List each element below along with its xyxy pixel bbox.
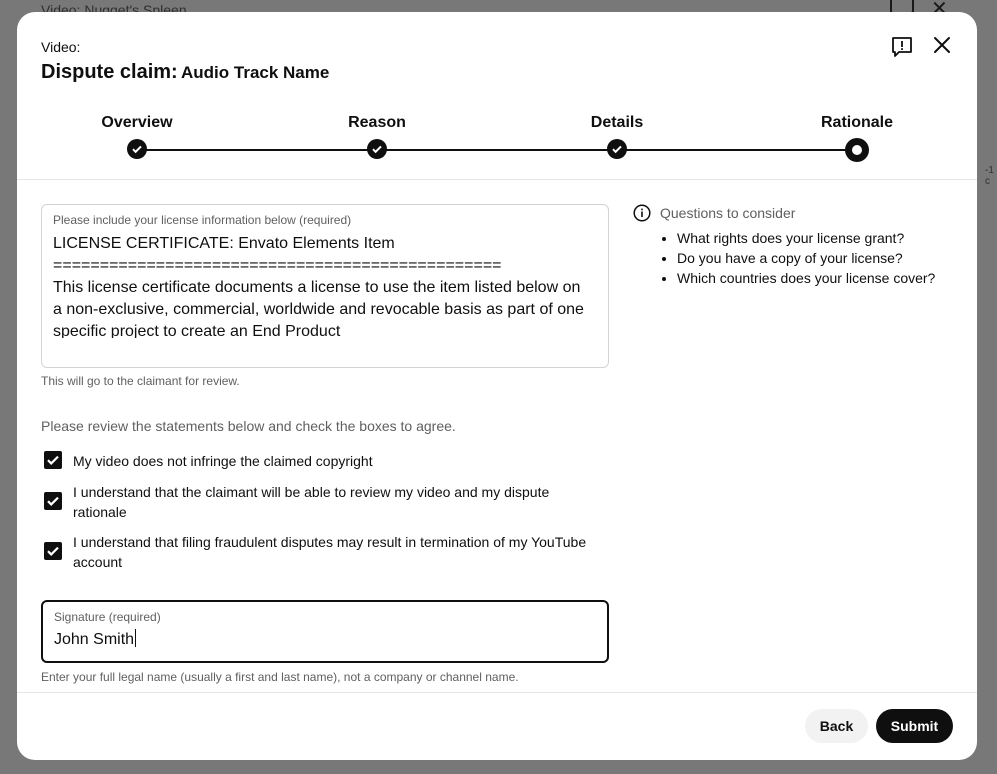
statement-row [41, 482, 601, 522]
question-item: • Do you have a copy of your license? [677, 248, 963, 268]
dispute-claim-dialog [17, 12, 977, 760]
check-icon [46, 544, 60, 558]
questions-list [633, 228, 963, 288]
step-overview-label[interactable]: Overview [101, 114, 173, 131]
license-help-text: This will go to the claimant for review. [41, 374, 240, 388]
questions-heading: Questions to consider [660, 205, 796, 221]
questions-panel [633, 204, 963, 288]
footer-divider [17, 692, 977, 693]
statement-text: I understand that filing fraudulent disputes may result in termination of my YouTube account [73, 534, 587, 570]
statement-row [41, 532, 601, 572]
statement-text: I understand that the claimant will be able to review my video and my dispute rationale [73, 484, 550, 520]
info-icon [633, 204, 651, 222]
check-icon [371, 143, 383, 155]
license-field-label: Please include your license information below (required) [53, 213, 352, 227]
statements-prompt: Please review the statements below and check the boxes to agree. [41, 418, 456, 434]
question-item: • Which countries does your license cover? [677, 268, 963, 288]
step-overview-check[interactable] [127, 139, 147, 159]
signature-help-text: Enter your full legal name (usually a first and last name), not a company or channel name. [41, 670, 519, 684]
track-name: Audio Track Name [181, 63, 330, 82]
check-icon [131, 143, 143, 155]
check-icon [46, 494, 60, 508]
step-rationale-current-dot [845, 138, 869, 162]
check-icon [46, 453, 60, 467]
license-field-text[interactable]: LICENSE CERTIFICATE: Envato Elements Item ================================================ This license certificate documents a license to use the item listed below on a non-exclusive, commercial, worldwide and revocable basis as part of one specific project to create an End Product [53, 235, 584, 338]
signature-value: John Smith [54, 631, 135, 648]
close-icon[interactable] [931, 34, 953, 56]
step-reason-check[interactable] [367, 139, 387, 159]
license-info-field[interactable] [41, 204, 609, 368]
step-rationale-label: Rationale [820, 114, 894, 131]
signature-input[interactable] [54, 629, 136, 649]
header-divider [17, 179, 977, 180]
step-reason-label[interactable]: Reason [348, 114, 406, 131]
back-button[interactable]: Back [805, 709, 868, 743]
signature-label: Signature (required) [54, 610, 161, 624]
statement-checkbox[interactable] [44, 451, 62, 469]
question-item: • What rights does your license grant? [677, 228, 963, 248]
statement-row [41, 451, 601, 471]
progress-stepper [17, 112, 977, 172]
feedback-icon[interactable] [890, 35, 912, 57]
statement-checkbox[interactable] [44, 542, 62, 560]
statement-text: My video does not infringe the claimed copyright [73, 453, 373, 469]
step-details-check[interactable] [607, 139, 627, 159]
questions-heading-row [633, 204, 963, 222]
dialog-title: Dispute claim: [41, 61, 178, 83]
submit-button[interactable]: Submit [876, 709, 953, 743]
text-caret [135, 629, 136, 647]
check-icon [611, 143, 623, 155]
video-label: Video: [41, 39, 81, 55]
stepper-line [137, 149, 857, 151]
statement-checkbox[interactable] [44, 492, 62, 510]
signature-field[interactable] [41, 600, 609, 663]
step-details-label[interactable]: Details [590, 114, 644, 131]
